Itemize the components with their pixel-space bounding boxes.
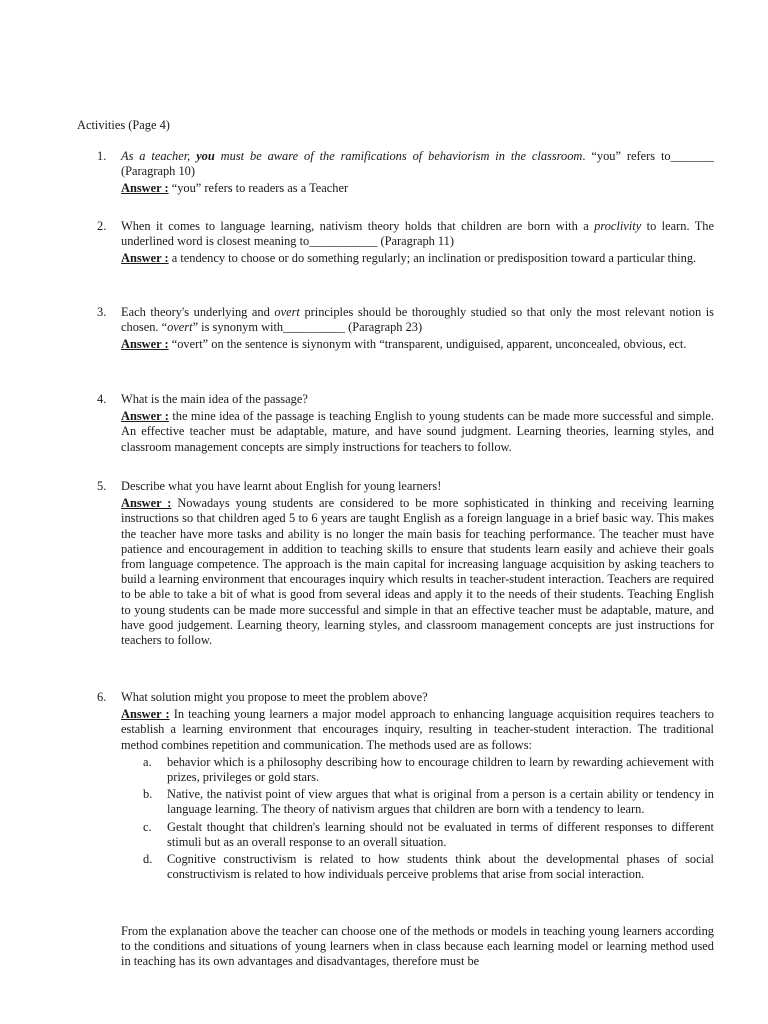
answer: Answer : a tendency to choose or do something regularly; an inclination or predisposition toward a particular thing.	[121, 251, 697, 266]
answer-label: Answer :	[121, 496, 172, 511]
question-number: 5.	[97, 479, 107, 493]
question-4	[0, 392, 768, 455]
list-item	[121, 755, 714, 785]
question-6	[0, 690, 768, 882]
list-item	[121, 787, 714, 817]
list-item-letter: d.	[143, 852, 153, 867]
answer: Answer : In teaching young learners a major model approach to enhancing language acquisition requires teachers to establish a learning environment that encourages inquiry, resulting in teacher-student interaction. The traditional method combines repetition and communication. The methods used are as follows:	[121, 707, 715, 752]
question-number: 4.	[97, 392, 107, 406]
list-item	[121, 820, 714, 850]
answer-label: Answer :	[121, 181, 169, 196]
question-text: Each theory's underlying and overt principles should be thoroughly studied so that only the most relevant notion is chosen. “overt” is synonym with__________ (Paragraph 23)	[121, 305, 715, 335]
conclusion-paragraph: From the explanation above the teacher can choose one of the methods or models in teaching young learners according to the conditions and situations of young learners when in class because each learning model or learning method used in teaching has its own advantages and disadvantages, therefore must be	[121, 924, 714, 969]
page-heading: Activities (Page 4)	[77, 118, 170, 132]
list-item-letter: b.	[143, 787, 153, 802]
answer-label: Answer :	[121, 251, 169, 266]
question-5	[0, 479, 768, 648]
list-item-text: Cognitive constructivism is related to how students think about the developmental phases of social constructivism is related to how individuals perceive problems that arise from social interaction.	[167, 852, 714, 882]
question-text: Describe what you have learnt about English for young learners!	[121, 479, 442, 493]
question-number: 3.	[97, 305, 107, 319]
question-text: When it comes to language learning, nativism theory holds that children are born with a proclivity to learn. The underlined word is closest meaning to___________ (Paragraph 11)	[121, 219, 714, 249]
list-item-text: Native, the nativist point of view argues that what is original from a person is a certain ability or tendency in language learning. The theory of nativism argues that children are born with a tendency to learn.	[167, 787, 714, 817]
list-item-letter: c.	[143, 819, 152, 834]
question-number: 6.	[97, 690, 107, 704]
question-2	[0, 219, 768, 267]
answer-label: Answer :	[121, 409, 169, 424]
question-text: As a teacher, you must be aware of the ramifications of behaviorism in the classroom. “you” refers to_______ (Paragraph 10)	[121, 149, 714, 179]
answer-label: Answer :	[121, 707, 170, 722]
question-1	[0, 149, 768, 197]
question-text: What is the main idea of the passage?	[121, 392, 308, 406]
answer-label: Answer :	[121, 337, 169, 352]
question-number: 2.	[97, 219, 107, 233]
list-item-letter: a.	[143, 754, 152, 769]
question-3	[0, 305, 768, 353]
answer: Answer : the mine idea of the passage is teaching English to young students can be made more successful and simple. An effective teacher must be adaptable, mature, and have sound judgment. Learning theories, learning styles, and classroom management concepts are simply instructions for teachers to follow.	[121, 409, 714, 454]
question-number: 1.	[97, 149, 107, 163]
list-item-text: Gestalt thought that children's learning should not be evaluated in terms of different responses to different stimuli but as an overall response to an overall situation.	[167, 819, 714, 849]
list-item-text: behavior which is a philosophy describing how to encourage children to learn by rewarding achievement with prizes, privileges or gold stars.	[167, 754, 714, 785]
question-text: What solution might you propose to meet the problem above?	[121, 690, 428, 704]
answer: Answer : Nowadays young students are considered to be more sophisticated in thinking and receiving learning instructions so that children aged 5 to 6 years are taught English as a foreign language in a brief basic way. This makes the teacher have more tasks and ability is no longer the main basis for teaching performance. The teacher must have patience and encouragement in addition to teaching skills to ensure that students learn easily and achieve their goals from language competence. The approach is the main capital for increasing language acquisition by asking teachers to build a learning environment that encourages inquiry which results in teacher-student interaction. Teachers are required to be able to take a bit of what is good from several ideas and apply it to the needs of their students. Teaching English to young students can be made more successful and simple in that an effective teacher must be adaptable, mature, and have good judgement. Learning theory, learning styles, and classroom management concepts are just instructions for teachers to follow.	[121, 496, 714, 648]
answer: Answer : “overt” on the sentence is siynonym with “transparent, undiguised, apparent, unconcealed, obvious, ect.	[121, 337, 687, 352]
list-item	[121, 852, 714, 882]
answer: Answer : “you” refers to readers as a Teacher	[121, 181, 349, 196]
